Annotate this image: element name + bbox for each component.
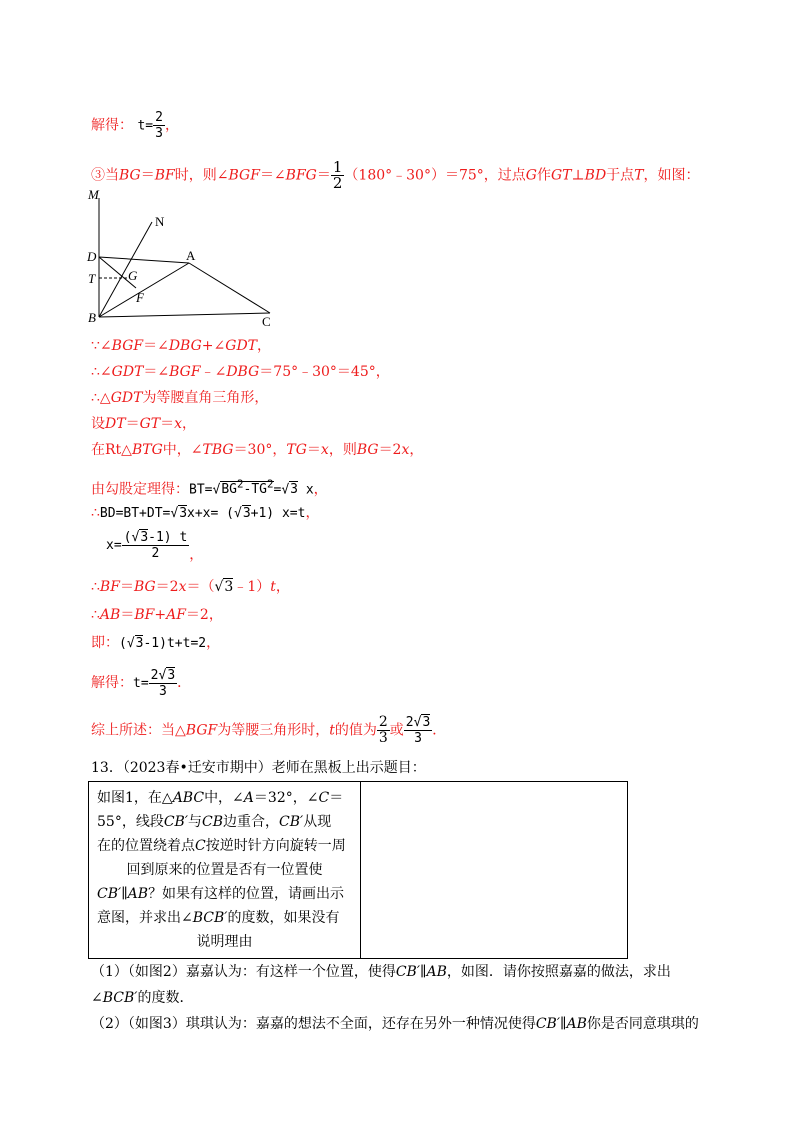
label-D: D [87, 249, 97, 264]
equation-t: (√3-1)t+t=2 [119, 636, 207, 651]
equation-lhs: t= [137, 118, 154, 134]
case3-line: ③当BG＝BF时，则∠BGF＝∠BFG＝ $\frac{1}{2}$ （180°﹣30°）＝75°，过点G作GT⊥BD于点T，如图： [91, 158, 700, 192]
problem-statement-cell: 如图1，在△ABC中，∠A＝32°，∠C＝ 55°，线段CB′与CB边重合，CB′从现 在的位置绕着点C按逆时针方向旋转一周 回到原来的位置是否有一位置使 CB′∥AB？如果有这样的位置，请画出示 意图，并求出∠BCB′的度数，如果没有 说明理由 [89, 782, 361, 959]
label-G: G [128, 268, 138, 283]
blackboard-table [88, 781, 628, 959]
step-2: ∴∠GDT＝∠BGF﹣∠DBG＝75°﹣30°＝45°， [91, 364, 390, 380]
segment-BN [99, 222, 152, 317]
solution-line-1: 解得： t= $\frac{2}{3}$ ， [91, 110, 179, 141]
pythagoras-formula: $BT=√BG^2-TG^2=√3$ x [189, 478, 314, 498]
label-N: N [155, 214, 165, 229]
label-A: A [186, 248, 196, 263]
problem-13-header: 13．（2023春•迁安市期中）老师在黑板上出示题目： [91, 760, 426, 776]
geometry-figure [84, 186, 284, 332]
label-T: T [88, 271, 96, 286]
step-6: 由勾股定理得：$BT=√BG^2-TG^2=√3$ x， [91, 478, 328, 498]
step-7: ∴BD=BT+DT=√3x+x= (√3+1) x=t， [91, 505, 320, 521]
step-1: ∵∠BGF＝∠DBG+∠GDT， [91, 338, 272, 354]
segment-DA [99, 257, 189, 263]
label-C: C [262, 314, 271, 329]
step-11: 即：(√3-1)t+t=2， [91, 635, 221, 651]
x-formula: x= $\frac{(√3-1) t}{2}$ [106, 530, 188, 561]
bd-formula: BD=BT+DT=√3x+x= (√3+1) x=t [99, 506, 306, 521]
question-1-line-2: ∠BCB′的度数． [91, 990, 194, 1006]
label-F: F [136, 290, 144, 305]
label-M: M [88, 187, 99, 202]
step-10: ∴AB＝BF+AF＝2， [91, 607, 223, 623]
segment-BC [99, 313, 270, 317]
segment-AC [189, 263, 270, 313]
t-solution: t= $\frac{2√3}{3}$ [133, 668, 176, 699]
label-B: B [88, 310, 96, 325]
step-9: ∴BF＝BG＝2x＝（√3﹣1）t， [91, 579, 290, 595]
step-8: x= $\frac{(√3-1) t}{2}$ ， [106, 530, 204, 563]
step-4: 设DT＝GT＝x， [91, 416, 196, 432]
empty-diagram-cell [361, 782, 628, 959]
step-12: 解得：t= $\frac{2√3}{3}$ ． [91, 668, 192, 699]
fraction-half: $\frac{1}{2}$ [332, 158, 343, 192]
question-1-line-1: （1）（如图2）嘉嘉认为：有这样一个位置，使得CB′∥AB，如图．请你按照嘉嘉的做法，求出 [91, 964, 671, 980]
step-3: ∴△GDT为等腰直角三角形， [91, 390, 269, 406]
question-2-line-1: （2）（如图3）琪琪认为：嘉嘉的想法不全面，还存在另外一种情况使得CB′∥AB你是否同意琪琪的 [91, 1016, 699, 1032]
step-5: 在Rt△BTG中，∠TBG＝30°，TG＝x，则BG＝2x， [91, 442, 424, 458]
segment-BA [99, 263, 189, 317]
conclusion: 综上所述：当△BGF为等腰三角形时，t的值为 $\frac{2}{3}$ 或 $\frac{2√3}{3}$ ． [91, 714, 447, 746]
fraction: $\frac{2}{3}$ [155, 110, 163, 141]
